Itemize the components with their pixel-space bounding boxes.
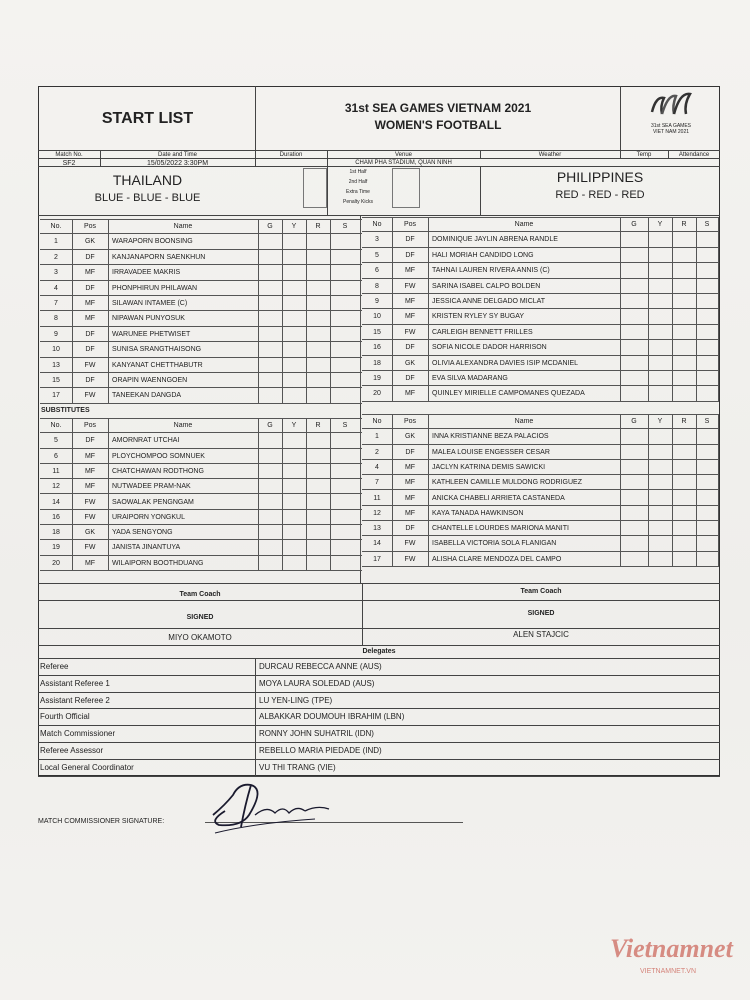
- away-sub-number: 14: [373, 540, 381, 548]
- home-team-colors: BLUE - BLUE - BLUE: [94, 192, 201, 204]
- home-sub-player-name: PLOYCHOMPOO SOMNUEK: [112, 452, 205, 460]
- delegates-label: Delegates: [362, 648, 396, 655]
- home-starter-player-name: SUNISA SRANGTHAISONG: [112, 346, 202, 354]
- away-starter-player-name: EVA SILVA MADARANG: [432, 375, 508, 382]
- away-coach-name: ALEN STAJCIC: [513, 630, 569, 639]
- home-sub-number: 5: [54, 437, 58, 445]
- away-sub-position: FW: [404, 555, 416, 563]
- home-starter-player-name: NIPAWAN PUNYOSUK: [112, 315, 185, 323]
- away-starter-player-name: JESSICA ANNE DELGADO MICLAT: [432, 298, 546, 305]
- away-sub-position: MF: [404, 463, 416, 471]
- away-sub-number: 7: [375, 479, 379, 487]
- away-sub-position: MF: [404, 509, 416, 517]
- home-sub-position: GK: [84, 529, 96, 537]
- home-sub-number: 19: [52, 544, 60, 552]
- home-sub-number: 14: [52, 498, 60, 506]
- delegate-name: VU THI TRANG (VIE): [259, 762, 336, 772]
- col-pos: Pos: [403, 221, 417, 228]
- delegate-row-divider: [38, 742, 720, 743]
- col-goals: G: [631, 418, 637, 425]
- away-sub-number: 11: [373, 494, 381, 502]
- venue-label: Venue: [394, 152, 413, 158]
- home-sub-player-name: AMORNRAT UTCHAI: [112, 437, 180, 445]
- grid-line: [108, 219, 109, 404]
- home-starter-number: 15: [52, 377, 60, 384]
- home-starter-position: GK: [84, 238, 96, 246]
- away-sub-player-name: INNA KRISTIANNE BEZA PALACIOS: [432, 433, 549, 441]
- col-red: R: [315, 422, 321, 429]
- home-starter-position: DF: [85, 377, 95, 384]
- delegate-name: REBELLO MARIA PIEDADE (IND): [259, 746, 382, 755]
- away-starter-number: 20: [373, 390, 381, 398]
- away-starter-position: FW: [404, 328, 416, 336]
- away-team-colors: RED - RED - RED: [555, 189, 645, 201]
- away-starter-number: 19: [373, 375, 381, 382]
- away-starter-position: MF: [404, 313, 416, 321]
- away-sub-number: 1: [375, 433, 379, 441]
- date-time-value: 15/05/2022 3:30PM: [146, 160, 209, 167]
- grid-line: [306, 418, 307, 571]
- home-starter-position: FW: [84, 361, 96, 369]
- col-yellow: Y: [291, 223, 297, 230]
- delegate-role: Assistant Referee 1: [40, 678, 110, 688]
- away-starter-position: MF: [404, 267, 416, 275]
- delegate-name: LU YEN-LING (TPE): [259, 695, 333, 705]
- grid-line: [392, 217, 393, 402]
- col-no: No: [372, 221, 382, 228]
- grid-line: [718, 414, 719, 567]
- grid-line: [360, 219, 361, 404]
- home-team-name: THAILAND: [112, 172, 183, 188]
- away-starter-position: DF: [405, 344, 415, 352]
- home-starter-position: MF: [84, 300, 96, 307]
- away-period-score-boxes: [392, 168, 420, 208]
- away-starter-number: 9: [375, 298, 379, 305]
- grid-line: [72, 219, 73, 404]
- col-name: Name: [173, 422, 193, 429]
- home-starter-position: MF: [84, 269, 96, 277]
- home-coach-signed: SIGNED: [186, 614, 214, 621]
- away-sub-player-name: ALISHA CLARE MENDOZA DEL CAMPO: [432, 555, 562, 563]
- home-starter-player-name: KANJANAPORN SAENKHUN: [112, 253, 206, 261]
- home-starter-player-name: WARAPORN BOONSING: [112, 238, 193, 246]
- away-sub-position: MF: [404, 479, 416, 487]
- home-starter-number: 1: [54, 238, 58, 246]
- delegate-row-divider: [38, 692, 720, 693]
- period-2nd-half: 2nd Half: [348, 179, 368, 185]
- grid-line: [718, 217, 719, 402]
- col-no: No: [372, 418, 382, 425]
- competition-title: WOMEN'S FOOTBALL: [374, 118, 502, 132]
- home-starter-player-name: SILAWAN INTAMEE (C): [112, 300, 188, 307]
- delegate-role: Assistant Referee 2: [40, 695, 110, 705]
- venue-value: CHAM PHA STADIUM, QUAN NINH: [355, 160, 452, 166]
- home-sub-player-name: WILAIPORN BOOTHDUANG: [112, 559, 204, 567]
- signature-label: MATCH COMMISSIONER SIGNATURE:: [38, 818, 165, 825]
- away-starter-number: 18: [373, 359, 381, 367]
- temp-label: Temp: [636, 152, 652, 158]
- away-sub-number: 17: [373, 555, 381, 563]
- match-no-label: Match No.: [55, 152, 83, 158]
- col-pos: Pos: [83, 422, 97, 429]
- delegate-row-divider: [38, 708, 720, 709]
- grid-line: [282, 418, 283, 571]
- delegate-role: Referee: [40, 662, 69, 671]
- col-pos: Pos: [403, 418, 417, 425]
- home-starter-position: DF: [85, 253, 95, 261]
- grid-line: [648, 217, 649, 402]
- home-starter-player-name: WARUNEE PHETWISET: [112, 330, 191, 338]
- away-sub-position: DF: [405, 525, 415, 533]
- grid-line: [360, 418, 361, 571]
- away-starter-player-name: TAHNAI LAUREN RIVERA ANNIS (C): [432, 267, 550, 275]
- away-starter-number: 3: [375, 236, 379, 244]
- duration-label: Duration: [279, 152, 303, 158]
- home-starter-position: DF: [85, 330, 95, 338]
- away-team-name: PHILIPPINES: [556, 169, 644, 185]
- grid-line: [330, 418, 331, 571]
- away-starter-player-name: CARLEIGH BENNETT FRILLES: [432, 328, 533, 336]
- away-sub-number: 2: [375, 448, 379, 456]
- grid-line: [282, 219, 283, 404]
- delegate-row-divider: [38, 725, 720, 726]
- col-goals: G: [267, 223, 273, 230]
- col-yellow: Y: [291, 422, 297, 429]
- period-1st-half: 1st Half: [349, 169, 367, 175]
- away-coach-label: Team Coach: [520, 588, 562, 595]
- home-sub-player-name: URAIPORN YONGKUL: [112, 513, 185, 521]
- home-coach-label: Team Coach: [179, 591, 221, 598]
- logo-caption-2: VIET NAM 2021: [652, 129, 690, 135]
- home-starter-position: DF: [85, 284, 95, 292]
- col-red: R: [681, 221, 687, 228]
- home-starter-number: 2: [54, 253, 58, 261]
- delegate-role: Match Commissioner: [40, 729, 116, 739]
- away-starter-number: 5: [375, 251, 379, 259]
- match-no-value: SF2: [62, 160, 76, 167]
- grid-line: [672, 217, 673, 402]
- delegate-name: RONNY JOHN SUHATRIL (IDN): [259, 729, 374, 739]
- grid-line: [620, 414, 621, 567]
- col-yellow: Y: [657, 418, 663, 425]
- col-goals: G: [631, 221, 637, 228]
- col-sub: S: [342, 223, 348, 230]
- away-starter-number: 15: [373, 328, 381, 336]
- col-no: No.: [50, 223, 62, 230]
- home-starter-position: FW: [84, 392, 96, 400]
- col-name: Name: [514, 221, 534, 228]
- away-starter-number: 8: [375, 282, 379, 290]
- away-sub-position: DF: [405, 448, 415, 456]
- grid-line: [108, 418, 109, 571]
- col-red: R: [681, 418, 687, 425]
- period-extra-time: Extra Time: [346, 189, 370, 195]
- delegate-row-divider: [38, 759, 720, 760]
- away-sub-player-name: KAYA TANADA HAWKINSON: [432, 509, 524, 517]
- away-starter-player-name: OLIVIA ALEXANDRA DAVIES ISIP MCDANIEL: [432, 359, 579, 367]
- col-sub: S: [704, 418, 710, 425]
- col-sub: S: [342, 422, 348, 429]
- away-starter-player-name: HALI MORIAH CANDIDO LONG: [432, 251, 534, 259]
- period-penalty-kicks: Penalty Kicks: [342, 199, 373, 205]
- away-starter-position: FW: [404, 282, 416, 290]
- delegate-role: Fourth Official: [40, 712, 90, 722]
- home-starter-number: 7: [54, 300, 58, 307]
- away-starter-position: MF: [404, 390, 416, 398]
- grid-line: [696, 414, 697, 567]
- home-starter-number: 4: [54, 284, 58, 292]
- home-sub-player-name: NUTWADEE PRAM-NAK: [112, 483, 191, 491]
- away-starter-player-name: DOMINIQUE JAYLIN ABRENA RANDLE: [432, 236, 558, 244]
- home-starter-player-name: PHONPHIRUN PHILAWAN: [112, 284, 198, 292]
- home-starter-number: 10: [52, 346, 60, 354]
- home-sub-player-name: YADA SENGYONG: [112, 529, 173, 537]
- home-sub-position: FW: [84, 498, 96, 506]
- grid-line: [696, 217, 697, 402]
- delegate-name: DURCAU REBECCA ANNE (AUS): [259, 662, 382, 671]
- attendance-label: Attendance: [678, 152, 710, 158]
- away-starter-number: 10: [373, 313, 381, 321]
- home-sub-position: MF: [84, 452, 96, 460]
- away-starter-position: DF: [405, 251, 415, 259]
- sea-games-logo-icon: [648, 90, 694, 122]
- home-sub-position: MF: [84, 559, 96, 567]
- date-time-label: Date and Time: [157, 152, 198, 158]
- home-sub-number: 20: [52, 559, 60, 567]
- home-sub-number: 12: [52, 483, 60, 491]
- grid-line: [258, 219, 259, 404]
- away-sub-player-name: KATHLEEN CAMILLE MULDONG RODRIGUEZ: [432, 479, 583, 487]
- grid-line: [672, 414, 673, 567]
- home-starter-number: 3: [54, 269, 58, 277]
- delegate-name: MOYA LAURA SOLEDAD (AUS): [259, 678, 375, 688]
- away-starter-position: DF: [405, 375, 415, 382]
- col-name: Name: [173, 223, 193, 230]
- col-name: Name: [514, 418, 534, 425]
- col-pos: Pos: [83, 223, 97, 230]
- home-starter-player-name: TANEEKAN DANGDA: [112, 392, 182, 400]
- away-sub-number: 13: [373, 525, 381, 533]
- away-starter-player-name: KRISTEN RYLEY SY BUGAY: [432, 313, 525, 321]
- home-sub-number: 18: [52, 529, 60, 537]
- home-period-score-boxes: [303, 168, 327, 208]
- delegate-row-divider: [38, 675, 720, 676]
- grid-line: [72, 418, 73, 571]
- away-starter-position: MF: [404, 298, 416, 305]
- col-yellow: Y: [657, 221, 663, 228]
- home-sub-position: DF: [85, 437, 95, 445]
- home-starter-position: DF: [85, 346, 95, 354]
- away-sub-player-name: JACLYN KATRINA DEMIS SAWICKI: [432, 463, 546, 471]
- start-list-title: START LIST: [101, 110, 194, 127]
- away-sub-position: FW: [404, 540, 416, 548]
- away-starter-player-name: SARINA ISABEL CALPO BOLDEN: [432, 282, 541, 290]
- home-starter-position: MF: [84, 315, 96, 323]
- weather-label: Weather: [538, 152, 562, 158]
- vietnamnet-watermark-url: VIETNAMNET.VN: [640, 968, 697, 975]
- away-sub-player-name: ANICKA CHABELI ARRIETA CASTANEDA: [432, 494, 565, 502]
- away-starter-number: 16: [373, 344, 381, 352]
- col-sub: S: [704, 221, 710, 228]
- grid-line: [620, 217, 621, 402]
- home-sub-number: 11: [52, 467, 60, 475]
- away-sub-player-name: ISABELLA VICTORIA SOLA FLANIGAN: [432, 540, 557, 548]
- home-starter-number: 9: [54, 330, 58, 338]
- delegate-name: ALBAKKAR DOUMOUH IBRAHIM (LBN): [259, 712, 405, 722]
- col-no: No.: [50, 422, 62, 429]
- away-starter-player-name: QUINLEY MIRIELLE CAMPOMANES QUEZADA: [432, 390, 585, 398]
- home-starter-number: 8: [54, 315, 58, 323]
- vietnamnet-watermark: Vietnamnet: [610, 934, 733, 963]
- home-coach-name: MIYO OKAMOTO: [168, 633, 232, 642]
- grid-line: [648, 414, 649, 567]
- home-sub-player-name: JANISTA JINANTUYA: [112, 544, 181, 552]
- logo-caption-1: 31st SEA GAMES: [650, 123, 692, 129]
- away-starter-player-name: SOFIA NICOLE DADOR HARRISON: [432, 344, 547, 352]
- home-starter-number: 17: [52, 392, 60, 400]
- away-starter-position: GK: [404, 359, 416, 367]
- home-sub-player-name: CHATCHAWAN RODTHONG: [112, 467, 204, 475]
- home-sub-player-name: SAOWALAK PENGNGAM: [112, 498, 194, 506]
- delegate-role: Local General Coordinator: [40, 762, 134, 772]
- home-starter-player-name: KANYANAT CHETTHABUTR: [112, 361, 203, 369]
- grid-line: [392, 414, 393, 567]
- away-sub-position: MF: [404, 494, 416, 502]
- delegate-role: Referee Assessor: [40, 746, 104, 755]
- home-starter-player-name: ORAPIN WAENNGOEN: [112, 377, 188, 384]
- grid-line: [330, 219, 331, 404]
- home-sub-number: 6: [54, 452, 58, 460]
- away-sub-player-name: CHANTELLE LOURDES MARIONA MANITI: [432, 525, 569, 533]
- away-sub-number: 4: [375, 463, 379, 471]
- away-sub-position: GK: [404, 433, 416, 441]
- home-sub-position: FW: [84, 544, 96, 552]
- commissioner-signature-icon: [205, 775, 345, 840]
- event-title: 31st SEA GAMES VIETNAM 2021: [344, 101, 532, 115]
- delegate-row-divider: [38, 776, 720, 777]
- away-coach-signed: SIGNED: [527, 610, 555, 617]
- col-red: R: [315, 223, 321, 230]
- grid-line: [428, 217, 429, 402]
- grid-line: [258, 418, 259, 571]
- home-starter-number: 13: [52, 361, 60, 369]
- grid-line: [428, 414, 429, 567]
- substitutes-label: SUBSTITUTES: [41, 407, 90, 414]
- home-sub-number: 16: [52, 513, 60, 521]
- home-sub-position: FW: [84, 513, 96, 521]
- home-starter-player-name: IRRAVADEE MAKRIS: [112, 269, 181, 277]
- home-sub-position: MF: [84, 483, 96, 491]
- grid-line: [306, 219, 307, 404]
- home-sub-position: MF: [84, 467, 96, 475]
- away-starter-number: 6: [375, 267, 379, 275]
- col-goals: G: [267, 422, 273, 429]
- away-starter-position: DF: [405, 236, 415, 244]
- away-sub-player-name: MALEA LOUISE ENGESSER CESAR: [432, 448, 550, 456]
- away-sub-number: 12: [373, 509, 381, 517]
